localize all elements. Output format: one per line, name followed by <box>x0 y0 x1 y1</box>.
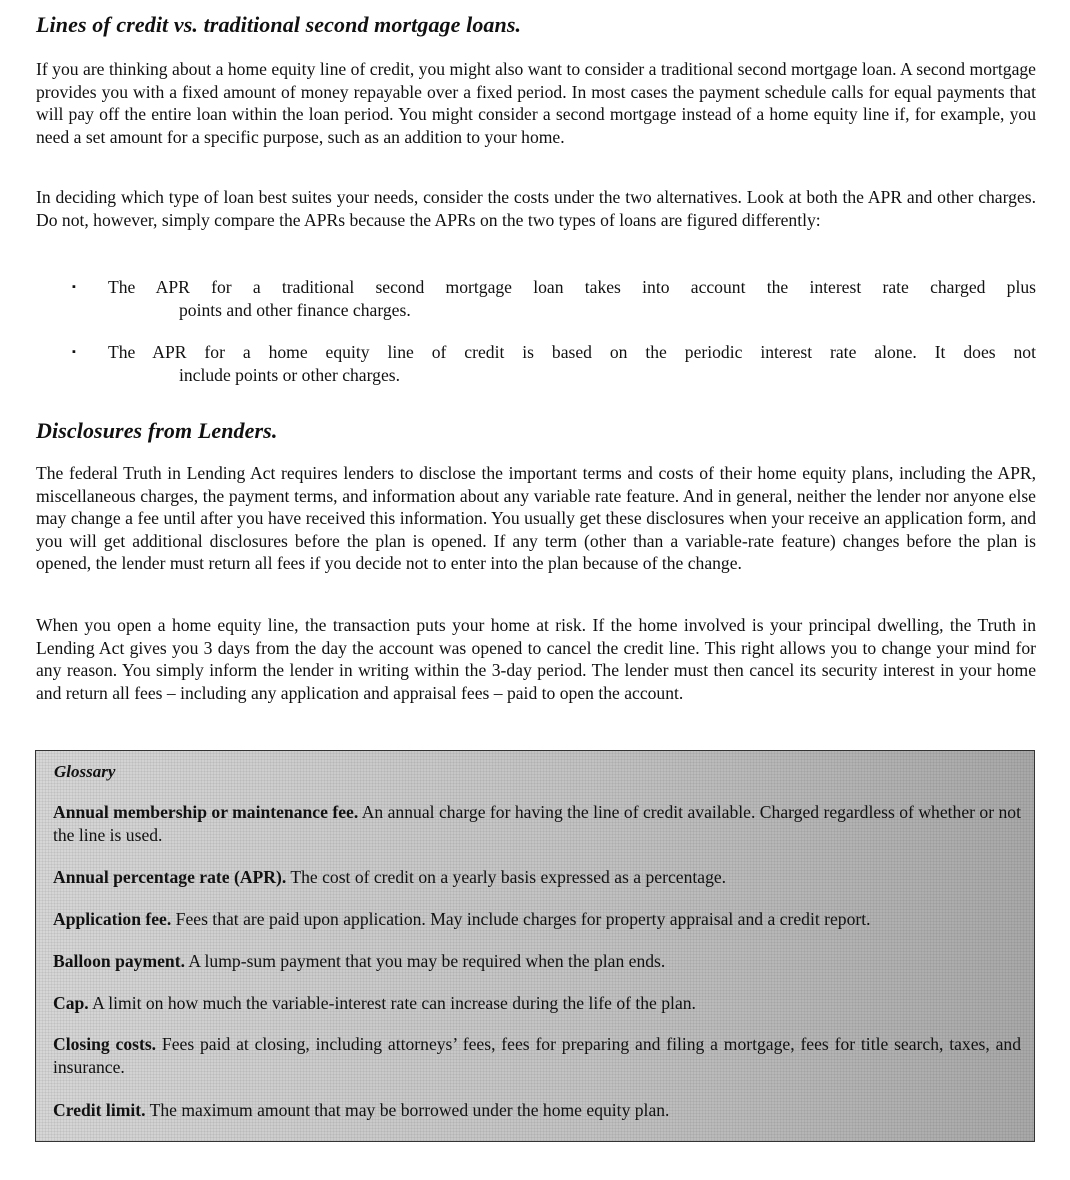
glossary-entry <box>53 908 1021 931</box>
glossary-entry <box>53 1099 1021 1122</box>
glossary-entry <box>53 866 1021 889</box>
glossary-title: Glossary <box>54 762 116 781</box>
bullet-text-line-2: points and other finance charges. <box>179 300 411 320</box>
section-heading-disclosures: Disclosures from Lenders. <box>36 418 278 443</box>
bullet-square-icon: ▪ <box>72 281 76 293</box>
glossary-term: Closing costs. <box>53 1034 157 1054</box>
glossary-term: Credit limit. <box>53 1100 146 1120</box>
glossary-definition: A limit on how much the variable-interest rate can increase during the life of the plan. <box>88 993 696 1013</box>
glossary-term: Application fee. <box>53 909 172 929</box>
bullet-text-line-1: The APR for a home equity line of credit is based on the periodic interest rate alone. It does not <box>108 342 1036 362</box>
glossary-term: Annual membership or maintenance fee. <box>53 802 359 822</box>
glossary-definition: The cost of credit on a yearly basis expressed as a percentage. <box>286 867 727 887</box>
glossary-definition: Fees paid at closing, including attorneys’ fees, fees for preparing and filing a mortgage, fees for title search, taxes, and insurance. <box>53 1034 1022 1077</box>
paragraph-right-to-cancel: When you open a home equity line, the transaction puts your home at risk. If the home involved is your principal dwelling, the Truth in Lending Act gives you 3 days from the day the account was opened to cancel the credit line. This right allows you to change your mind for any reason. You simply inform the lender in writing within the 3-day period. The lender must then cancel its security interest in your home and return all fees – including any application and appraisal fees – paid to open the account. <box>36 615 1036 703</box>
glossary-definition: A lump-sum payment that you may be required when the plan ends. <box>184 951 666 971</box>
glossary-term: Annual percentage rate (APR). <box>53 867 287 887</box>
glossary-entry <box>53 992 1021 1015</box>
glossary-entry <box>53 950 1021 973</box>
glossary-entry <box>53 1033 1021 1078</box>
section-heading-lines-of-credit: Lines of credit vs. traditional second mortgage loans. <box>36 12 522 37</box>
glossary-definition: The maximum amount that may be borrowed under the home equity plan. <box>145 1100 670 1120</box>
bullet-item-second-mortgage-apr <box>36 276 1036 326</box>
glossary-entry <box>53 801 1021 846</box>
paragraph-second-mortgage-intro: If you are thinking about a home equity line of credit, you might also want to consider a traditional second mortgage loan. A second mortgage provides you with a fixed amount of money repayable over a fixed period. In most cases the payment schedule calls for equal payments that will pay off the entire loan within the loan period. You might consider a second mortgage instead of a home equity line if, for example, you need a set amount for a specific purpose, such as an addition to your home. <box>36 59 1036 147</box>
glossary-term: Balloon payment. <box>53 951 185 971</box>
glossary-definition: Fees that are paid upon application. May include charges for property appraisal and a credit report. <box>171 909 871 929</box>
glossary-box <box>35 750 1035 1142</box>
paragraph-deciding-loan-type: In deciding which type of loan best suites your needs, consider the costs under the two alternatives. Look at both the APR and other charges. Do not, however, simply compare the APRs because the APRs on the two types of loans are figured differently: <box>36 187 1036 230</box>
paragraph-truth-in-lending: The federal Truth in Lending Act requires lenders to disclose the important terms and costs of their home equity plans, including the APR, miscellaneous charges, the payment terms, and information about any variable rate feature. And in general, neither the lender nor anyone else may change a fee until after you have received this information. You usually get these disclosures when your receive an application form, and you will get additional disclosures before the plan is opened. If any term (other than a variable-rate feature) changes before the plan is opened, the lender must return all fees if you decide not to enter into the plan because of the change. <box>36 463 1036 574</box>
glossary-definition: An annual charge for having the line of credit available. Charged regardless of whether or not the line is used. <box>53 802 1021 845</box>
bullet-item-home-equity-apr <box>36 341 1036 391</box>
bullet-text-line-2: include points or other charges. <box>179 365 401 385</box>
bullet-text-line-1: The APR for a traditional second mortgage loan takes into account the interest rate charged plus <box>108 277 1036 297</box>
bullet-square-icon: ▪ <box>72 346 76 358</box>
glossary-term: Cap. <box>53 993 89 1013</box>
